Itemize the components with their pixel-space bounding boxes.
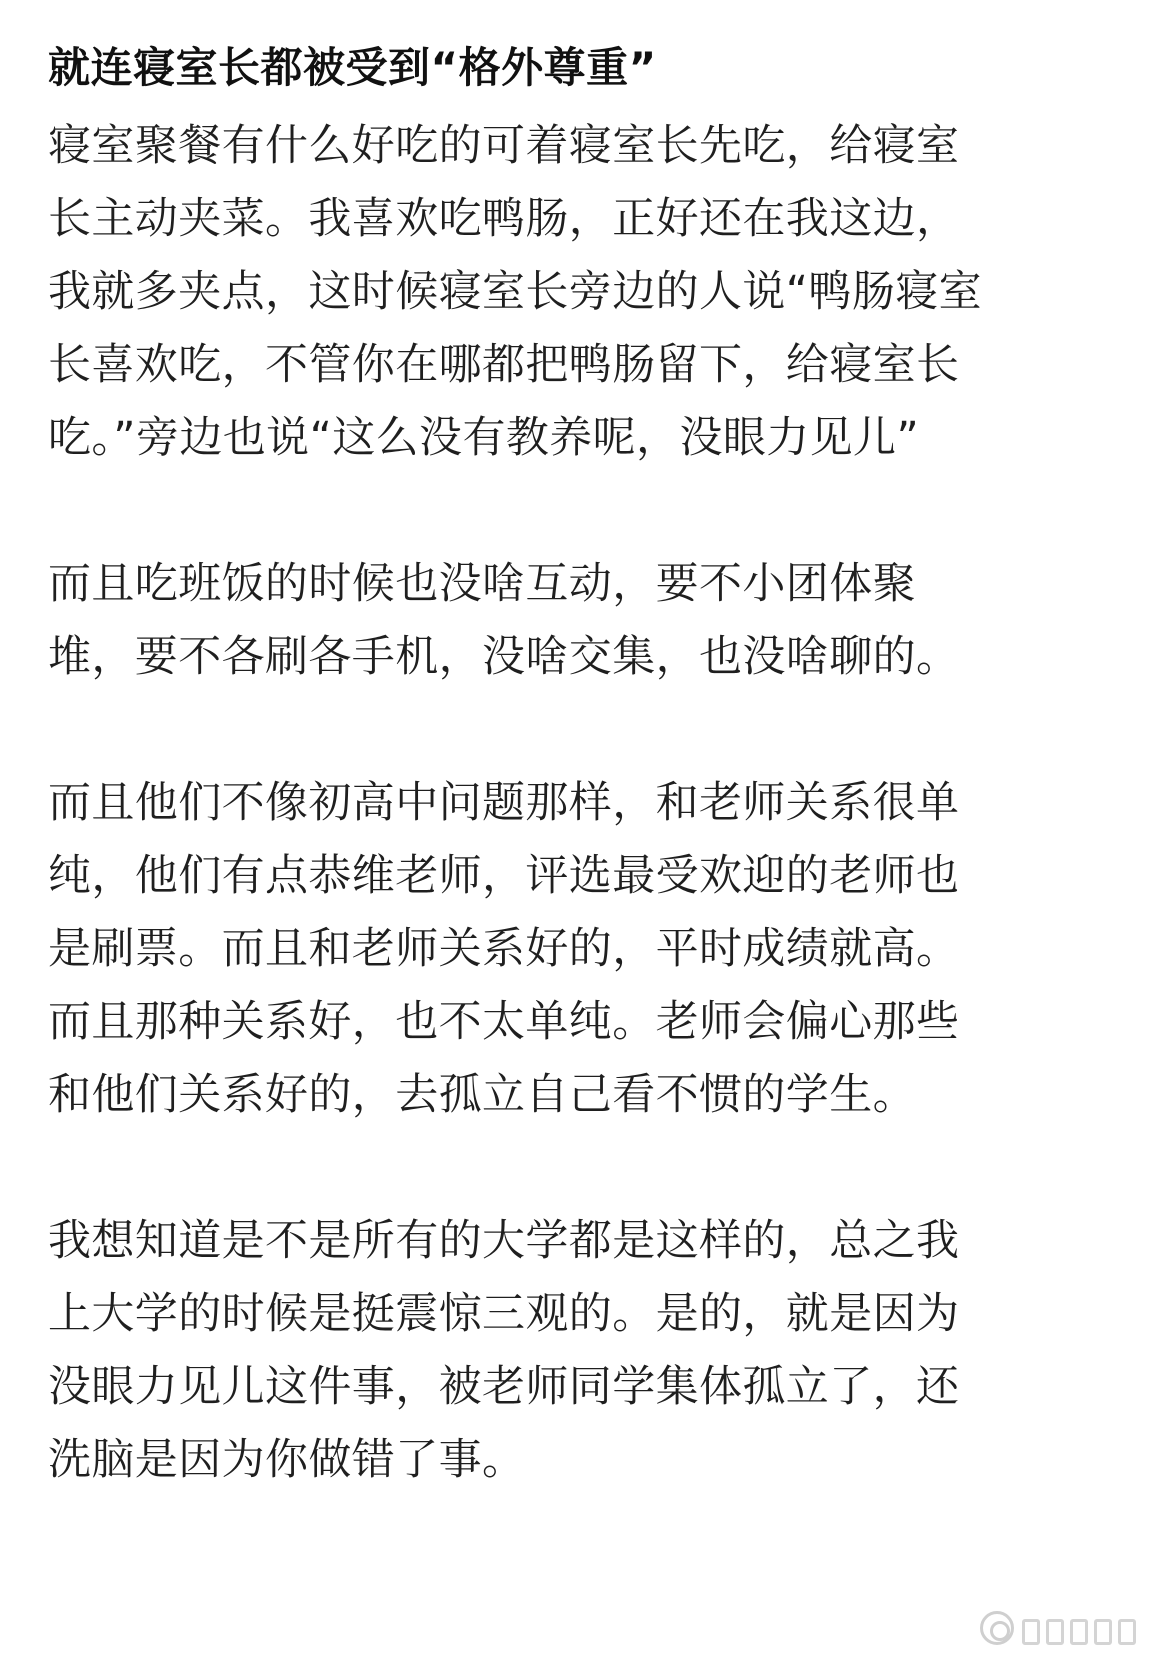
paragraph-line: 堆，要不各刷各手机，没啥交集，也没啥聊的。 (48, 632, 960, 682)
paragraph-line: 长喜欢吃，不管你在哪都把鸭肠留下，给寝室长 (48, 340, 960, 390)
watermark (980, 1611, 1142, 1645)
paragraph-line: 而且吃班饭的时候也没啥互动，要不小团体聚 (48, 559, 916, 609)
paragraph-line: 我就多夹点，这时候寝室长旁边的人说“鸭肠寝室 (48, 267, 983, 317)
paragraph-line: 而且那种关系好，也不太单纯。老师会偏心那些 (48, 997, 960, 1047)
article (48, 30, 1048, 1497)
paragraph-spacer (48, 1132, 1048, 1205)
paragraph-line: 是刷票。而且和老师关系好的，平时成绩就高。 (48, 924, 960, 974)
paragraph-line: 吃。”旁边也说“这么没有教养呢，没眼力见儿” (48, 413, 920, 463)
paragraph-line: 我想知道是不是所有的大学都是这样的，总之我 (48, 1216, 960, 1266)
watermark-glyphs (1022, 1615, 1142, 1645)
paragraph-2 (48, 548, 1048, 694)
paragraph-line: 洗脑是因为你做错了事。 (48, 1435, 526, 1485)
paragraph-1 (48, 110, 1048, 475)
paragraph-line: 而且他们不像初高中问题那样，和老师关系很单 (48, 778, 960, 828)
paragraph-spacer (48, 694, 1048, 767)
paragraph-line: 和他们关系好的，去孤立自己看不惯的学生。 (48, 1070, 916, 1120)
paragraph-spacer (48, 475, 1048, 548)
paragraph-4 (48, 1205, 1048, 1497)
weibo-watermark-icon (980, 1611, 1014, 1645)
article-title: 就连寝室长都被受到“格外尊重” (48, 43, 657, 92)
paragraph-line: 长主动夹菜。我喜欢吃鸭肠，正好还在我这边， (48, 194, 960, 244)
paragraph-3 (48, 767, 1048, 1132)
paragraph-line: 寝室聚餐有什么好吃的可着寝室长先吃，给寝室 (48, 121, 960, 171)
paragraph-line: 上大学的时候是挺震惊三观的。是的，就是因为 (48, 1289, 960, 1339)
paragraph-line: 没眼力见儿这件事，被老师同学集体孤立了，还 (48, 1362, 960, 1412)
paragraph-line: 纯，他们有点恭维老师，评选最受欢迎的老师也 (48, 851, 960, 901)
